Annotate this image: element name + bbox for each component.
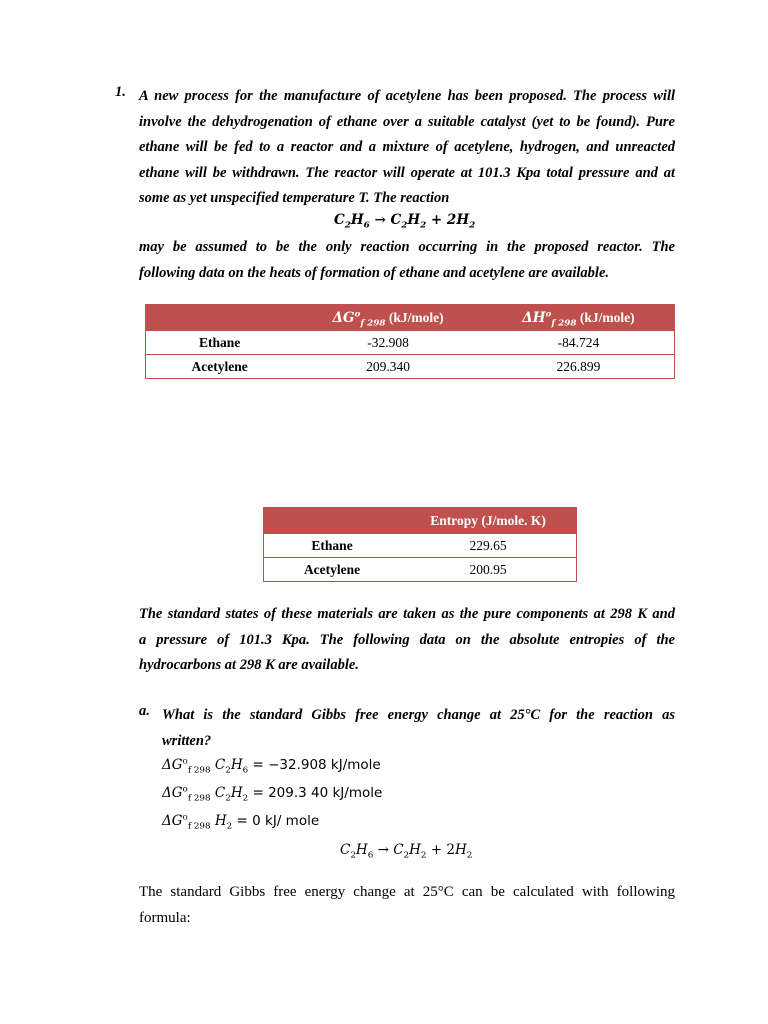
product1-sub1: 2	[401, 220, 408, 231]
standard-states-line-2: a pressure of 101.3 Kpa. The following data on the absolute entropies of the	[139, 631, 675, 648]
ethane-entropy: 229.65	[400, 534, 576, 558]
r2-product1-h: H	[409, 842, 421, 858]
eq1-sub: f 298	[187, 765, 211, 776]
reaction-equation	[334, 212, 476, 231]
ethane-dh: -84.724	[483, 331, 675, 355]
intro-line-4: ethane will be withdrawn. The reactor will operate at 101.3 Kpa total pressure and at	[139, 164, 675, 181]
eq1-value: −32.908 kJ/mole	[268, 757, 381, 773]
eq2-sup: o	[182, 784, 188, 795]
eq1-equals: =	[252, 757, 264, 773]
dh-units: (kJ/mole)	[579, 310, 635, 325]
eq2-sub: f 298	[187, 793, 211, 804]
eq3-sup: o	[182, 812, 188, 823]
closing-line-2: formula:	[139, 909, 191, 926]
eq3-value: 0 kJ/ mole	[252, 813, 320, 829]
intro-line-5: some as yet unspecified temperature T. The reaction	[139, 190, 450, 206]
r2-product1-c: C	[393, 842, 404, 858]
question-number: 1.	[115, 84, 126, 100]
question-intro	[139, 84, 675, 212]
table-row	[264, 558, 577, 582]
entropy-table	[263, 507, 577, 582]
r2-plus: +	[430, 842, 443, 858]
standard-states-line-3: hydrocarbons at 298 K are available.	[139, 657, 359, 673]
table2-header-empty	[264, 508, 401, 535]
product2-coef: 2	[446, 212, 457, 228]
eq3-sub2: 2	[226, 821, 233, 832]
product1-sub2: 2	[420, 220, 427, 231]
heats-of-formation-table	[145, 304, 675, 379]
acetylene-dh: 226.899	[483, 355, 675, 379]
eq2-equals: =	[252, 785, 264, 801]
eq3-species-h: H	[214, 813, 227, 829]
eq2-sub1: 2	[225, 793, 231, 804]
reaction-plus: +	[430, 212, 443, 228]
r2-product1-sub1: 2	[403, 850, 410, 861]
product1-c: C	[390, 212, 402, 228]
table2-header-entropy: Entropy (J/mole. K)	[400, 508, 576, 535]
dh-symbol: ΔH	[522, 310, 546, 326]
eq1-species-c: C	[214, 757, 226, 773]
table-row	[146, 331, 675, 355]
product1-h: H	[407, 212, 421, 228]
r2-product2-coef: 2	[446, 842, 455, 858]
closing-paragraph	[139, 880, 675, 931]
part-a-label: a.	[139, 703, 150, 719]
part-a-question	[162, 703, 675, 754]
reaction-equation-regular	[340, 842, 473, 861]
closing-line-1: The standard Gibbs free energy change at 25°C can be calculated with following	[139, 884, 675, 900]
part-a-line-1: What is the standard Gibbs free energy change at 25°C for the reaction as	[162, 707, 675, 723]
reactant-sub2: 6	[363, 220, 370, 231]
gibbs-equation-hydrogen	[162, 812, 320, 832]
eq1-sub2: 6	[242, 765, 249, 776]
row-label-ethane: Ethane	[264, 534, 401, 558]
acetylene-entropy: 200.95	[400, 558, 576, 582]
ethane-dg: -32.908	[293, 331, 483, 355]
eq1-sub1: 2	[225, 765, 231, 776]
row-label-ethane: Ethane	[146, 331, 294, 355]
r2-product2-sub: 2	[466, 850, 473, 861]
intro-line-2: involve the dehydrogenation of ethane over a suitable catalyst (yet to be found). Pure	[139, 113, 675, 130]
dg-units: (kJ/mole)	[388, 310, 444, 325]
eq2-sub2: 2	[242, 793, 249, 804]
acetylene-dg: 209.340	[293, 355, 483, 379]
intro-line-3: ethane will be fed to a reactor and a mixture of acetylene, hydrogen, and unreacted	[139, 139, 675, 155]
r2-reactant-h: H	[355, 842, 368, 858]
intro-line-1: A new process for the manufacture of acetylene has been proposed. The process will	[139, 88, 675, 104]
after-line-1: may be assumed to be the only reaction occurring in the proposed reactor. The	[139, 239, 675, 255]
table1-header-dh	[483, 305, 675, 332]
r2-arrow: →	[377, 842, 389, 858]
dg-sub: f 298	[360, 318, 386, 329]
table-row	[146, 355, 675, 379]
eq3-sub: f 298	[187, 821, 211, 832]
eq2-species-c: C	[214, 785, 226, 801]
eq2-value: 209.3 40 kJ/mole	[268, 785, 383, 801]
reactant-c: C	[334, 212, 345, 228]
part-a-line-2: written?	[162, 732, 212, 749]
table1-header-empty	[146, 305, 294, 332]
question-after	[139, 235, 675, 286]
gibbs-equation-acetylene	[162, 784, 383, 804]
r2-reactant-c: C	[340, 842, 351, 858]
reactant-sub1: 2	[344, 220, 351, 231]
after-line-2: following data on the heats of formation of ethane and acetylene are available.	[139, 264, 610, 281]
r2-reactant-sub2: 6	[367, 850, 374, 861]
dh-sub: f 298	[551, 318, 577, 329]
table2-header-row	[264, 508, 577, 535]
dg-symbol: ΔG	[332, 310, 355, 326]
eq3-prefix: ΔG	[162, 813, 183, 829]
row-label-acetylene: Acetylene	[146, 355, 294, 379]
gibbs-equation-ethane	[162, 756, 381, 776]
reaction-arrow: →	[374, 212, 386, 228]
table-row	[264, 534, 577, 558]
reactant-h: H	[350, 212, 364, 228]
eq1-species-h: H	[230, 757, 243, 773]
eq1-sup: o	[182, 756, 188, 767]
r2-product1-sub2: 2	[420, 850, 427, 861]
product2-h: H	[456, 212, 470, 228]
row-label-acetylene: Acetylene	[264, 558, 401, 582]
eq2-species-h: H	[230, 785, 243, 801]
eq2-prefix: ΔG	[162, 785, 183, 801]
dh-sup: o	[545, 309, 552, 320]
dg-sup: o	[354, 309, 361, 320]
product2-sub: 2	[469, 220, 476, 231]
r2-reactant-sub1: 2	[350, 850, 356, 861]
eq3-equals: =	[236, 813, 248, 829]
r2-product2-h: H	[454, 842, 467, 858]
eq1-prefix: ΔG	[162, 757, 183, 773]
standard-states-line-1: The standard states of these materials are taken as the pure components at 298 K and	[139, 606, 675, 622]
table1-header-row	[146, 305, 675, 332]
standard-states-paragraph	[139, 602, 675, 679]
table1-header-dg	[293, 305, 483, 332]
